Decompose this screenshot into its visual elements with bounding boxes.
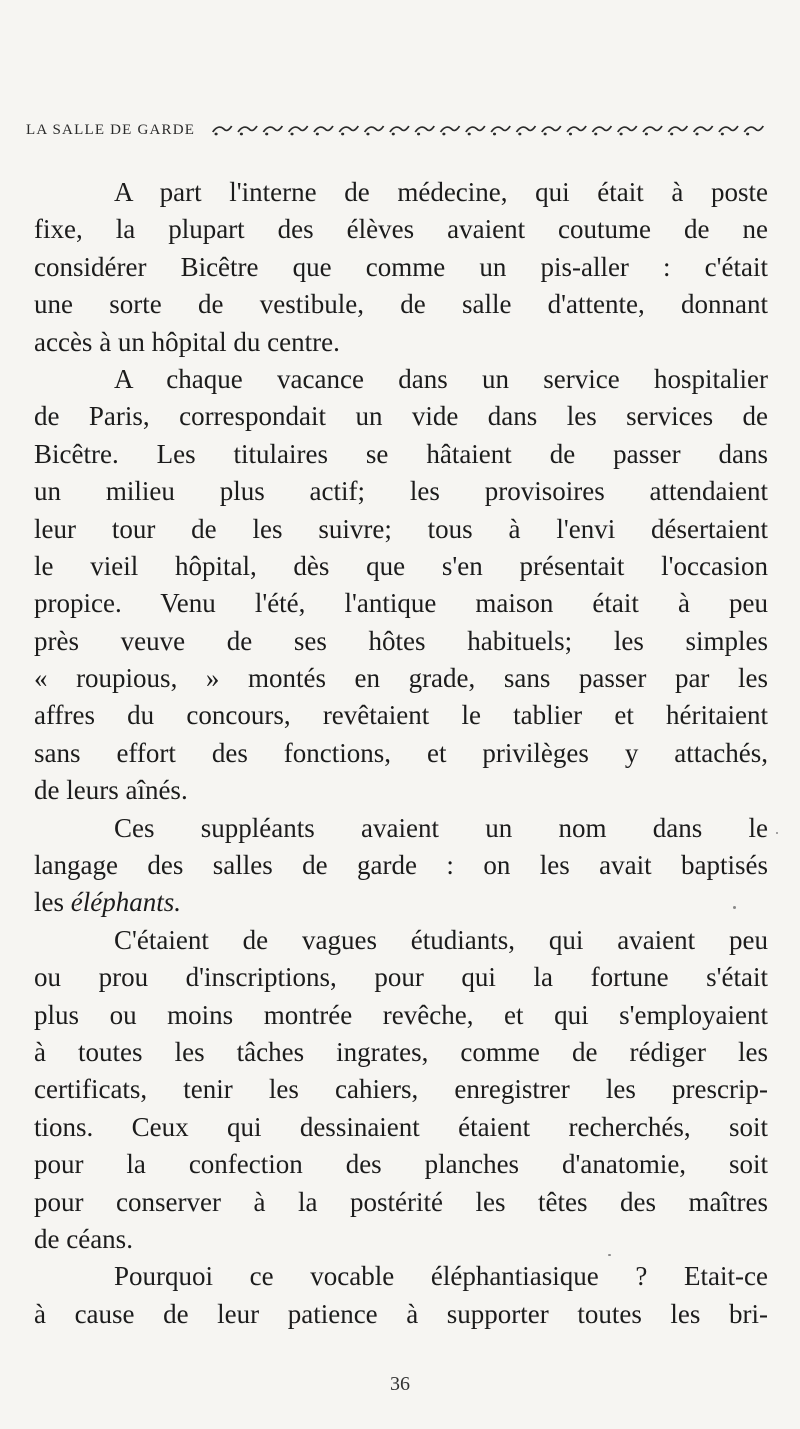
- fleuron-glyph: [744, 126, 763, 135]
- text-line: langage des salles de garde : on les avait baptisés: [34, 850, 768, 881]
- fleuron-glyph: [415, 126, 434, 135]
- fleuron-glyph: [618, 126, 637, 135]
- fleuron-glyph: [567, 126, 586, 135]
- text-line: une sorte de vestibule, de salle d'attente, donnant: [34, 289, 768, 320]
- text-line: à cause de leur patience à supporter toutes les bri-: [34, 1298, 768, 1329]
- text-line-prefix: les: [34, 887, 71, 918]
- text-line: C'étaient de vagues étudiants, qui avaient peu: [114, 924, 768, 955]
- fleuron-glyph: [264, 126, 283, 135]
- text-line: certificats, tenir les cahiers, enregistrer les prescrip-: [34, 1074, 768, 1105]
- text-line: tions. Ceux qui dessinaient étaient recherchés, soit: [34, 1111, 768, 1142]
- fleuron-glyph: [441, 126, 460, 135]
- text-line: Pourquoi ce vocable éléphantiasique ? Etait-ce: [114, 1261, 768, 1292]
- text-line: accès à un hôpital du centre.: [34, 326, 340, 357]
- text-line: affres du concours, revêtaient le tablier et héritaient: [34, 700, 768, 731]
- text-line: Ces suppléants avaient un nom dans le: [114, 812, 768, 843]
- fleuron-glyph: [213, 126, 232, 135]
- text-line: de leurs aînés.: [34, 775, 188, 806]
- fleuron-glyph: [390, 126, 409, 135]
- text-line: Bicêtre. Les titulaires se hâtaient de passer dans: [34, 438, 768, 469]
- fleuron-glyph: [719, 126, 738, 135]
- fleuron-glyph: [491, 126, 510, 135]
- paper-speck: [776, 832, 778, 834]
- fleuron-glyph: [517, 126, 536, 135]
- italic-term: éléphants.: [70, 887, 181, 918]
- fleuron-glyph: [466, 126, 485, 135]
- fleuron-glyph: [365, 126, 384, 135]
- text-line: à toutes les tâches ingrates, comme de rédiger les: [34, 1036, 768, 1067]
- page-number: 36: [390, 1373, 410, 1395]
- text-line: fixe, la plupart des élèves avaient coutume de ne: [34, 214, 768, 245]
- fleuron-glyph: [542, 126, 561, 135]
- text-line: le vieil hôpital, dès que s'en présentait l'occasion: [34, 550, 768, 581]
- fleuron-glyph: [238, 126, 257, 135]
- text-line: A chaque vacance dans un service hospitalier: [114, 363, 768, 394]
- text-line: considérer Bicêtre que comme un pis-aller : c'était: [34, 251, 768, 282]
- running-title: LA SALLE DE GARDE: [26, 121, 196, 138]
- body-text: [34, 174, 768, 1333]
- text-line: près veuve de ses hôtes habituels; les simples: [34, 625, 768, 656]
- fleuron-glyph: [339, 126, 358, 135]
- text-line: plus ou moins montrée revêche, et qui s'employaient: [34, 999, 768, 1030]
- text-line: propice. Venu l'été, l'antique maison était à peu: [34, 588, 768, 619]
- running-head: [26, 118, 766, 142]
- fleuron-glyph: [593, 126, 612, 135]
- fleuron-glyph: [314, 126, 333, 135]
- fleuron-glyph: [668, 126, 687, 135]
- fleuron-glyph: [643, 126, 662, 135]
- fleuron-ornament-icon: [209, 121, 766, 139]
- text-line: A part l'interne de médecine, qui était à poste: [114, 177, 768, 207]
- text-line: pour la confection des planches d'anatomie, soit: [34, 1149, 768, 1180]
- text-line: de céans.: [34, 1223, 133, 1254]
- text-line: de Paris, correspondait un vide dans les services de: [34, 401, 768, 432]
- fleuron-glyph: [694, 126, 713, 135]
- paper-speck: [608, 1254, 611, 1256]
- text-line: [34, 884, 768, 921]
- text-line: « roupious, » montés en grade, sans passer par les: [34, 663, 768, 694]
- text-line: ou prou d'inscriptions, pour qui la fortune s'était: [34, 962, 768, 993]
- fleuron-glyph: [289, 126, 308, 135]
- text-line: pour conserver à la postérité les têtes des maîtres: [34, 1186, 768, 1217]
- paper-speck: [733, 906, 736, 909]
- text-line: leur tour de les suivre; tous à l'envi désertaient: [34, 513, 768, 544]
- text-line: un milieu plus actif; les provisoires attendaient: [34, 476, 768, 507]
- text-line: sans effort des fonctions, et privilèges y attachés,: [34, 737, 768, 768]
